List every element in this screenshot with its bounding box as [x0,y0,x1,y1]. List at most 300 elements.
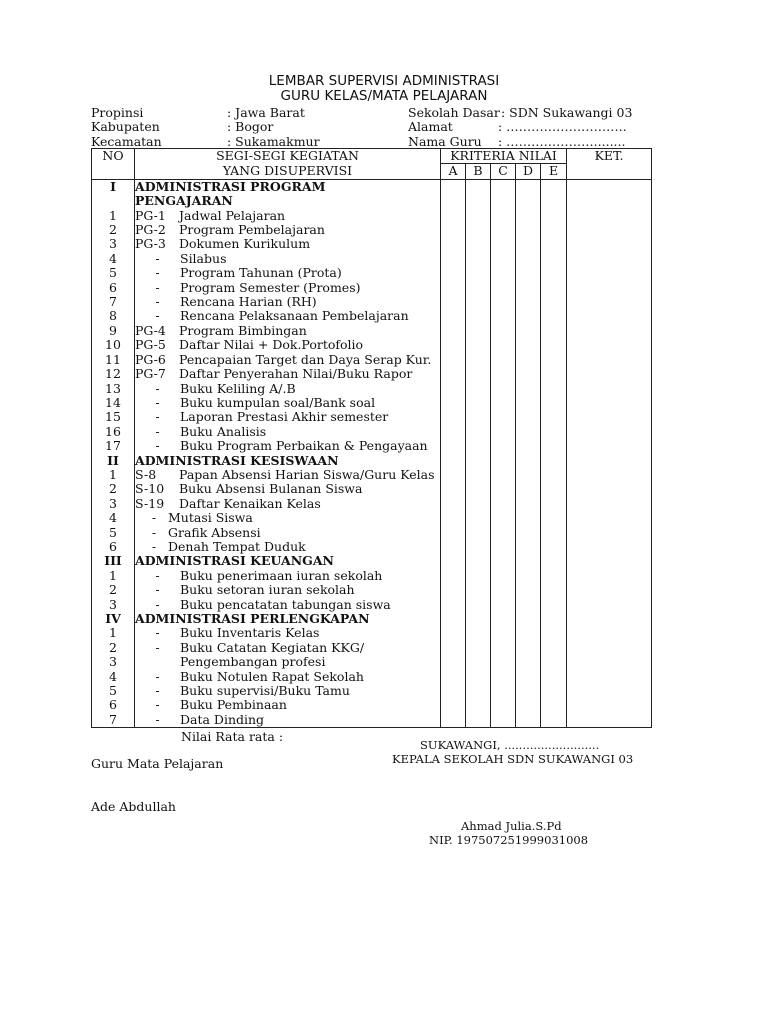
info-value-alamat: : ……………………….. [498,119,627,134]
score-cell-a[interactable] [441,612,466,626]
score-cell-a[interactable] [441,497,466,511]
score-cell-c[interactable] [491,655,516,669]
score-cell-d[interactable] [516,353,541,367]
score-cell-e[interactable] [541,237,567,251]
activity-cell [135,353,441,367]
row-number: 1 [92,468,135,482]
score-cell-b[interactable] [466,468,491,482]
score-cell-e[interactable] [541,612,567,626]
score-cell-a[interactable] [441,382,466,396]
activity-label: Buku supervisi/Buku Tamu [180,684,350,699]
score-cell-b[interactable] [466,252,491,266]
score-cell-d[interactable] [516,367,541,381]
score-cell-c[interactable] [491,511,516,525]
score-cell-e[interactable] [541,626,567,640]
score-cell-d[interactable] [516,223,541,237]
ket-cell[interactable] [567,237,652,251]
score-cell-e[interactable] [541,295,567,309]
score-cell-a[interactable] [441,367,466,381]
score-cell-e[interactable] [541,338,567,352]
score-cell-b[interactable] [466,281,491,295]
score-cell-b[interactable] [466,353,491,367]
ket-cell[interactable] [567,439,652,453]
ket-cell[interactable] [567,540,652,554]
bullet-dash: - [151,539,157,554]
score-cell-b[interactable] [466,684,491,698]
score-cell-d[interactable] [516,454,541,468]
score-cell-c[interactable] [491,252,516,266]
bullet-dash: - [155,295,160,310]
score-cell-d[interactable] [516,569,541,583]
score-cell-a[interactable] [441,237,466,251]
bullet-dash: - [155,698,160,713]
nilai-rata-label: Nilai Rata rata : [181,729,284,744]
score-cell-d[interactable] [516,598,541,612]
score-cell-c[interactable] [491,583,516,597]
row-number: 2 [92,641,135,655]
score-cell-a[interactable] [441,396,466,410]
row-number: 6 [92,281,135,295]
score-cell-a[interactable] [441,655,466,669]
score-cell-a[interactable] [441,511,466,525]
score-cell-a[interactable] [441,583,466,597]
score-cell-d[interactable] [516,526,541,540]
ket-cell[interactable] [567,454,652,468]
score-cell-b[interactable] [466,554,491,568]
section-row [92,554,652,568]
score-cell-a[interactable] [441,554,466,568]
score-cell-e[interactable] [541,583,567,597]
score-cell-d[interactable] [516,309,541,323]
ket-cell[interactable] [567,612,652,626]
activity-cell [135,670,441,684]
activity-cell [135,511,441,525]
score-cell-c[interactable] [491,209,516,223]
activity-code: PG-1 [135,208,166,223]
score-cell-b[interactable] [466,626,491,640]
score-cell-e[interactable] [541,497,567,511]
table-row [92,382,652,396]
score-cell-b[interactable] [466,540,491,554]
activity-label: Program Bimbingan [179,323,307,338]
score-cell-a[interactable] [441,439,466,453]
ket-cell[interactable] [567,526,652,540]
score-cell-b[interactable] [466,324,491,338]
score-cell-a[interactable] [441,670,466,684]
score-cell-d[interactable] [516,698,541,712]
score-cell-e[interactable] [541,309,567,323]
score-cell-d[interactable] [516,295,541,309]
ket-cell[interactable] [567,569,652,583]
ket-cell[interactable] [567,281,652,295]
row-number: 9 [92,324,135,338]
score-cell-c[interactable] [491,698,516,712]
score-cell-d[interactable] [516,281,541,295]
ket-cell[interactable] [567,598,652,612]
ket-cell[interactable] [567,641,652,655]
score-cell-a[interactable] [441,468,466,482]
ket-cell[interactable] [567,511,652,525]
ket-cell[interactable] [567,583,652,597]
score-cell-d[interactable] [516,482,541,496]
score-cell-a[interactable] [441,713,466,728]
ket-cell[interactable] [567,209,652,223]
table-row [92,410,652,424]
table-row [92,353,652,367]
score-cell-e[interactable] [541,179,567,194]
ket-cell[interactable] [567,482,652,496]
ket-cell[interactable] [567,367,652,381]
ket-cell[interactable] [567,698,652,712]
col-header-kegiatan-1: SEGI-SEGI KEGIATAN [135,149,441,164]
ket-cell[interactable] [567,713,652,728]
ket-cell[interactable] [567,497,652,511]
activity-cell [135,194,441,208]
ket-cell[interactable] [567,338,652,352]
score-cell-d[interactable] [516,670,541,684]
ket-cell[interactable] [567,223,652,237]
activity-label: Buku Notulen Rapat Sekolah [180,669,364,684]
score-cell-e[interactable] [541,511,567,525]
score-cell-b[interactable] [466,194,491,208]
score-cell-b[interactable] [466,569,491,583]
score-cell-c[interactable] [491,482,516,496]
score-cell-d[interactable] [516,684,541,698]
row-number: 3 [92,655,135,669]
score-cell-d[interactable] [516,655,541,669]
document-title-line2: GURU KELAS/MATA PELAJARAN [280,88,488,104]
score-cell-c[interactable] [491,367,516,381]
score-cell-a[interactable] [441,295,466,309]
score-cell-b[interactable] [466,454,491,468]
score-cell-e[interactable] [541,353,567,367]
score-cell-d[interactable] [516,583,541,597]
bullet-dash: - [155,568,160,583]
score-cell-e[interactable] [541,209,567,223]
score-cell-c[interactable] [491,194,516,208]
row-number: 2 [92,223,135,237]
score-cell-d[interactable] [516,439,541,453]
score-cell-a[interactable] [441,353,466,367]
activity-label: Buku setoran iuran sekolah [180,583,355,598]
score-cell-e[interactable] [541,655,567,669]
score-cell-a[interactable] [441,454,466,468]
score-cell-e[interactable] [541,266,567,280]
score-cell-c[interactable] [491,439,516,453]
ket-cell[interactable] [567,626,652,640]
ket-cell[interactable] [567,468,652,482]
score-cell-d[interactable] [516,713,541,728]
row-number: 5 [92,526,135,540]
score-cell-b[interactable] [466,410,491,424]
table-row [92,713,652,728]
score-cell-e[interactable] [541,698,567,712]
score-cell-c[interactable] [491,468,516,482]
score-cell-a[interactable] [441,569,466,583]
row-number: 14 [92,396,135,410]
score-cell-d[interactable] [516,179,541,194]
score-cell-b[interactable] [466,698,491,712]
score-cell-c[interactable] [491,626,516,640]
score-cell-b[interactable] [466,396,491,410]
score-cell-b[interactable] [466,497,491,511]
score-cell-e[interactable] [541,367,567,381]
score-cell-d[interactable] [516,641,541,655]
score-cell-a[interactable] [441,410,466,424]
score-cell-c[interactable] [491,612,516,626]
score-cell-b[interactable] [466,382,491,396]
ket-cell[interactable] [567,396,652,410]
activity-label: Buku kumpulan soal/Bank soal [180,395,376,410]
row-number: 13 [92,382,135,396]
score-cell-b[interactable] [466,223,491,237]
score-cell-b[interactable] [466,598,491,612]
score-cell-e[interactable] [541,598,567,612]
score-cell-a[interactable] [441,266,466,280]
score-cell-e[interactable] [541,194,567,208]
score-cell-e[interactable] [541,223,567,237]
score-cell-c[interactable] [491,353,516,367]
score-cell-c[interactable] [491,598,516,612]
score-cell-d[interactable] [516,382,541,396]
score-cell-b[interactable] [466,367,491,381]
table-row [92,324,652,338]
score-cell-b[interactable] [466,526,491,540]
ket-cell[interactable] [567,194,652,208]
score-cell-b[interactable] [466,583,491,597]
score-cell-a[interactable] [441,626,466,640]
criteria-d: D [516,164,541,179]
table-row [92,281,652,295]
ket-cell[interactable] [567,382,652,396]
score-cell-d[interactable] [516,237,541,251]
activity-cell [135,295,441,309]
score-cell-c[interactable] [491,684,516,698]
score-cell-e[interactable] [541,324,567,338]
activity-code: PG-3 [135,237,166,252]
score-cell-a[interactable] [441,425,466,439]
score-cell-e[interactable] [541,396,567,410]
ket-cell[interactable] [567,410,652,424]
score-cell-e[interactable] [541,670,567,684]
score-cell-b[interactable] [466,655,491,669]
score-cell-d[interactable] [516,266,541,280]
score-cell-d[interactable] [516,511,541,525]
row-number [92,194,135,208]
score-cell-b[interactable] [466,713,491,728]
score-cell-b[interactable] [466,511,491,525]
score-cell-a[interactable] [441,209,466,223]
score-cell-c[interactable] [491,554,516,568]
score-cell-a[interactable] [441,281,466,295]
score-cell-e[interactable] [541,684,567,698]
score-cell-b[interactable] [466,209,491,223]
score-cell-b[interactable] [466,670,491,684]
score-cell-a[interactable] [441,641,466,655]
row-number: 2 [92,482,135,496]
score-cell-c[interactable] [491,526,516,540]
score-cell-b[interactable] [466,309,491,323]
ket-cell[interactable] [567,295,652,309]
activity-cell [135,540,441,554]
activity-code: PG-4 [135,323,166,338]
score-cell-c[interactable] [491,266,516,280]
ket-cell[interactable] [567,554,652,568]
score-cell-b[interactable] [466,439,491,453]
score-cell-a[interactable] [441,324,466,338]
score-cell-e[interactable] [541,540,567,554]
score-cell-a[interactable] [441,526,466,540]
score-cell-d[interactable] [516,540,541,554]
col-header-kriteria: KRITERIA NILAI [441,149,567,164]
score-cell-c[interactable] [491,425,516,439]
ket-cell[interactable] [567,324,652,338]
row-number: 1 [92,626,135,640]
score-cell-e[interactable] [541,382,567,396]
score-cell-c[interactable] [491,670,516,684]
score-cell-c[interactable] [491,410,516,424]
score-cell-c[interactable] [491,338,516,352]
score-cell-c[interactable] [491,324,516,338]
score-cell-b[interactable] [466,237,491,251]
table-row [92,439,652,453]
activity-label: Buku pencatatan tabungan siswa [180,597,391,612]
table-row [92,295,652,309]
score-cell-a[interactable] [441,338,466,352]
place-date: SUKAWANGI, .......................... [420,738,600,752]
score-cell-d[interactable] [516,209,541,223]
table-row [92,670,652,684]
score-cell-c[interactable] [491,497,516,511]
ket-cell[interactable] [567,670,652,684]
score-cell-d[interactable] [516,324,541,338]
activity-label: ADMINISTRASI PROGRAM [135,179,326,194]
score-cell-b[interactable] [466,179,491,194]
score-cell-c[interactable] [491,309,516,323]
score-cell-a[interactable] [441,194,466,208]
score-cell-a[interactable] [441,698,466,712]
activity-label: Rencana Pelaksanaan Pembelajaran [180,309,409,324]
score-cell-c[interactable] [491,454,516,468]
score-cell-d[interactable] [516,468,541,482]
row-number: 10 [92,338,135,352]
table-row [92,396,652,410]
bullet-dash: - [155,309,160,324]
activity-cell [135,497,441,511]
score-cell-c[interactable] [491,641,516,655]
score-cell-d[interactable] [516,554,541,568]
activity-label: Pengembangan profesi [180,655,326,670]
score-cell-a[interactable] [441,684,466,698]
activity-code: PG-2 [135,223,166,238]
score-cell-a[interactable] [441,482,466,496]
bullet-dash: - [155,424,160,439]
score-cell-c[interactable] [491,540,516,554]
activity-cell [135,626,441,640]
ket-cell[interactable] [567,655,652,669]
score-cell-d[interactable] [516,626,541,640]
score-cell-b[interactable] [466,612,491,626]
score-cell-d[interactable] [516,425,541,439]
section-row [92,612,652,626]
score-cell-b[interactable] [466,425,491,439]
activity-label: Buku Program Perbaikan & Pengayaan [180,439,428,454]
score-cell-a[interactable] [441,223,466,237]
score-cell-e[interactable] [541,482,567,496]
score-cell-d[interactable] [516,612,541,626]
info-label-alamat: Alamat [408,119,453,134]
score-cell-b[interactable] [466,338,491,352]
activity-label: ADMINISTRASI PERLENGKAPAN [135,612,370,626]
score-cell-d[interactable] [516,252,541,266]
score-cell-c[interactable] [491,281,516,295]
score-cell-c[interactable] [491,382,516,396]
score-cell-e[interactable] [541,713,567,728]
score-cell-a[interactable] [441,179,466,194]
score-cell-d[interactable] [516,497,541,511]
score-cell-c[interactable] [491,223,516,237]
score-cell-e[interactable] [541,454,567,468]
score-cell-a[interactable] [441,598,466,612]
activity-cell [135,612,441,626]
score-cell-a[interactable] [441,252,466,266]
score-cell-c[interactable] [491,237,516,251]
info-label-propinsi: Propinsi [91,105,144,120]
ket-cell[interactable] [567,252,652,266]
ket-cell[interactable] [567,353,652,367]
activity-label: Denah Tempat Duduk [168,539,306,554]
supervision-table [91,148,652,728]
score-cell-a[interactable] [441,309,466,323]
ket-cell[interactable] [567,179,652,194]
ket-cell[interactable] [567,425,652,439]
score-cell-c[interactable] [491,396,516,410]
score-cell-c[interactable] [491,295,516,309]
score-cell-e[interactable] [541,641,567,655]
score-cell-d[interactable] [516,410,541,424]
score-cell-d[interactable] [516,396,541,410]
criteria-e: E [541,164,567,179]
score-cell-e[interactable] [541,526,567,540]
bullet-dash: - [155,640,160,655]
score-cell-e[interactable] [541,468,567,482]
score-cell-b[interactable] [466,482,491,496]
score-cell-e[interactable] [541,569,567,583]
ket-cell[interactable] [567,309,652,323]
score-cell-c[interactable] [491,569,516,583]
ket-cell[interactable] [567,684,652,698]
score-cell-e[interactable] [541,410,567,424]
score-cell-e[interactable] [541,281,567,295]
score-cell-e[interactable] [541,252,567,266]
row-number: 5 [92,266,135,280]
score-cell-b[interactable] [466,266,491,280]
table-row [92,583,652,597]
ket-cell[interactable] [567,266,652,280]
row-number: 17 [92,439,135,453]
score-cell-e[interactable] [541,439,567,453]
score-cell-b[interactable] [466,641,491,655]
score-cell-c[interactable] [491,713,516,728]
activity-cell [135,482,441,496]
score-cell-e[interactable] [541,425,567,439]
score-cell-c[interactable] [491,179,516,194]
score-cell-d[interactable] [516,338,541,352]
score-cell-d[interactable] [516,194,541,208]
score-cell-a[interactable] [441,540,466,554]
score-cell-e[interactable] [541,554,567,568]
score-cell-b[interactable] [466,295,491,309]
